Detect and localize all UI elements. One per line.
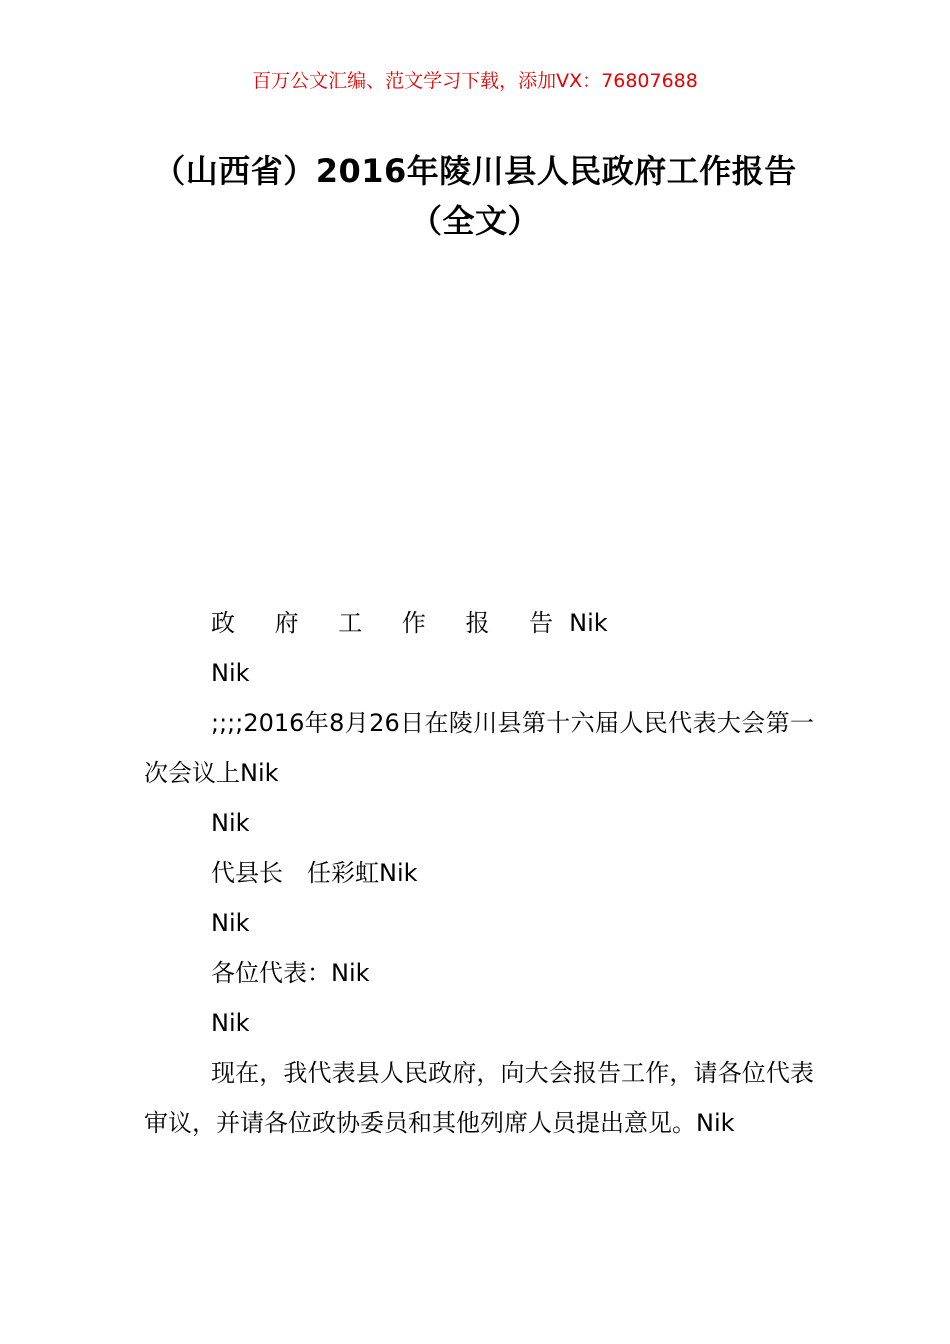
document-title: （山西省）2016年陵川县人民政府工作报告（全文） (153, 152, 797, 240)
paragraph-opening: 现在，我代表县人民政府，向大会报告工作，请各位代表审议，并请各位政协委员和其他列席人员提出意见。Nik (144, 1059, 814, 1137)
paragraph: Nik (211, 809, 250, 837)
paragraph-salutation: 各位代表：Nik (211, 959, 370, 987)
paragraph-meeting-date: ;;;;2016年8月26日在陵川县第十六届人民代表大会第一次会议上Nik (144, 709, 814, 787)
paragraph-report-heading (144, 598, 814, 648)
report-heading-suffix: Nik (569, 609, 608, 637)
header-download-note: 百万公文汇编、范文学习下载，添加VX：76807688 (252, 70, 698, 92)
paragraph: Nik (211, 659, 250, 687)
paragraph-speaker: 代县长 任彩虹Nik (211, 859, 418, 887)
document-body (144, 598, 814, 1148)
paragraph: Nik (211, 909, 250, 937)
report-heading-text: 政 府 工 作 报 告 (211, 609, 570, 637)
paragraph: Nik (211, 1009, 250, 1037)
